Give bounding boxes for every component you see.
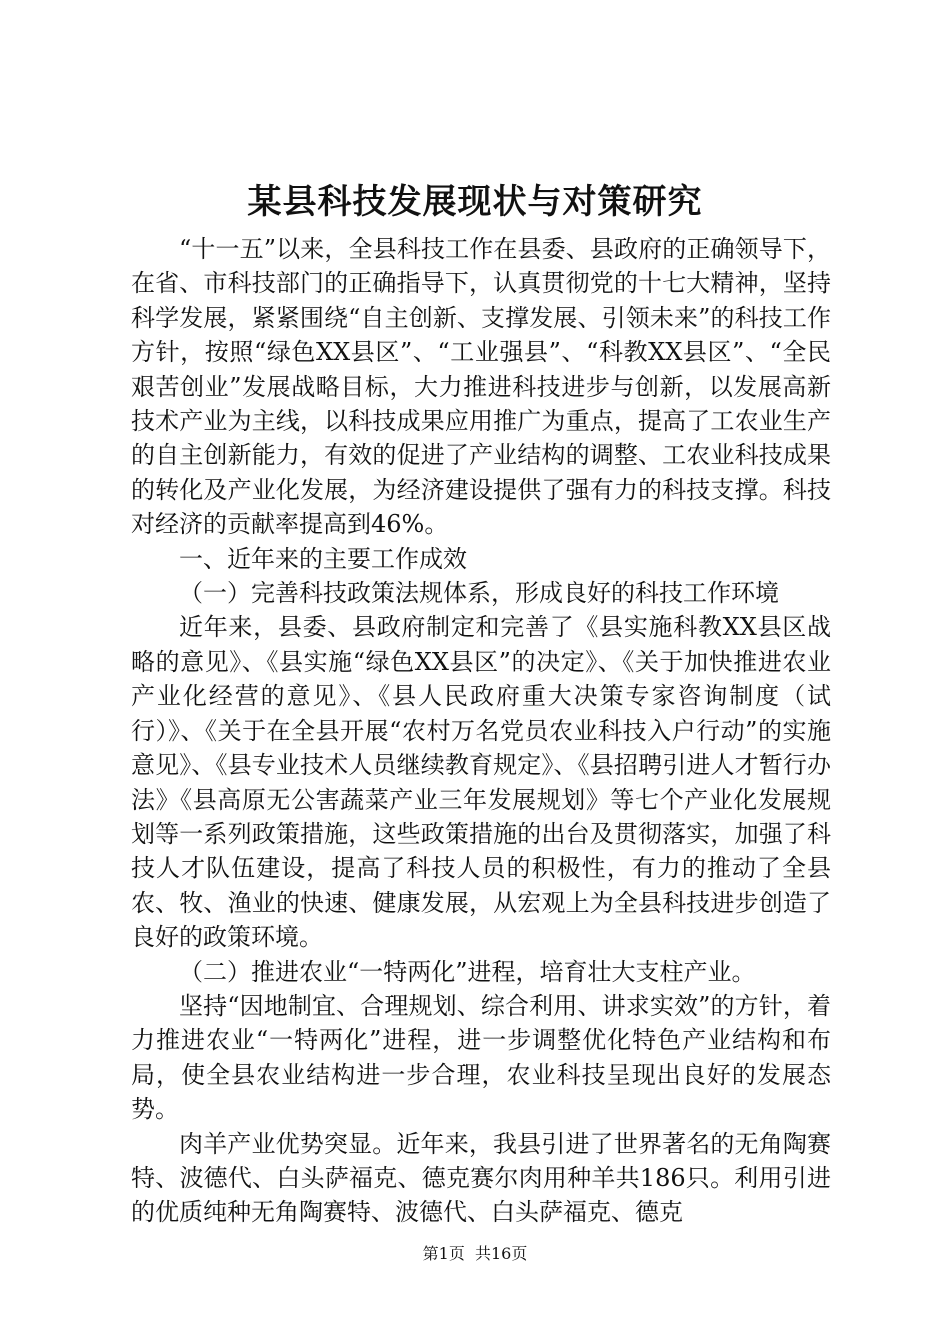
paragraph-sheep-industry: 肉羊产业优势突显。近年来，我县引进了世界著名的无角陶赛特、波德代、白头萨福克、德克赛尔肉用种羊共186只。利用引进的优质纯种无角陶赛特、波德代、白头萨福克、德克 [131,1129,831,1227]
page-footer [0,1244,950,1264]
document-body [131,232,831,1230]
subsection-heading-agriculture: （二）推进农业“一特两化”进程，培育壮大支柱产业。 [179,957,756,986]
subsection-heading-policy: （一）完善科技政策法规体系，形成良好的科技工作环境 [179,579,779,608]
paragraph-policy: 近年来，县委、县政府制定和完善了《县实施科教XX县区战略的意见》、《县实施“绿色XX县区”的决定》、《关于加快推进农业产业化经营的意见》、《县人民政府重大决策专家咨询制度（试行）》、《关于在全县开展“农村万名党员农业科技入户行动”的实施意见》、《县专业技术人员继续教育规定》、《县招聘引进人才暂行办法》《县高原无公害蔬菜产业三年发展规划》等七个产业化发展规划等一系列政策措施，这些政策措施的出台及贯彻落实，加强了科技人才队伍建设，提高了科技人员的积极性，有力的推动了全县农、牧、渔业的快速、健康发展，从宏观上为全县科技进步创造了良好的政策环境。 [131,613,831,952]
document-title: 某县科技发展现状与对策研究 [247,182,703,222]
paragraph-agriculture: 坚持“因地制宜、合理规划、综合利用、讲求实效”的方针，着力推进农业“一特两化”进程，进一步调整优化特色产业结构和布局，使全县农业结构进一步合理，农业科技呈现出良好的发展态势。 [131,991,831,1124]
section-heading-achievements: 一、近年来的主要工作成效 [179,544,467,573]
paragraph-intro: “十一五”以来，全县科技工作在县委、县政府的正确领导下，在省、市科技部门的正确指导下，认真贯彻党的十七大精神，坚持科学发展，紧紧围绕“自主创新、支撑发展、引领未来”的科技工作方针，按照“绿色XX县区”、“工业强县”、“科教XX县区”、“全民艰苦创业”发展战略目标，大力推进科技进步与创新，以发展高新技术产业为主线，以科技成果应用推广为重点，提高了工农业生产的自主创新能力，有效的促进了产业结构的调整、工农业科技成果的转化及产业化发展，为经济建设提供了强有力的科技支撑。科技对经济的贡献率提高到46%。 [131,235,831,539]
page-number: 第1页 共16页 [422,1244,528,1263]
